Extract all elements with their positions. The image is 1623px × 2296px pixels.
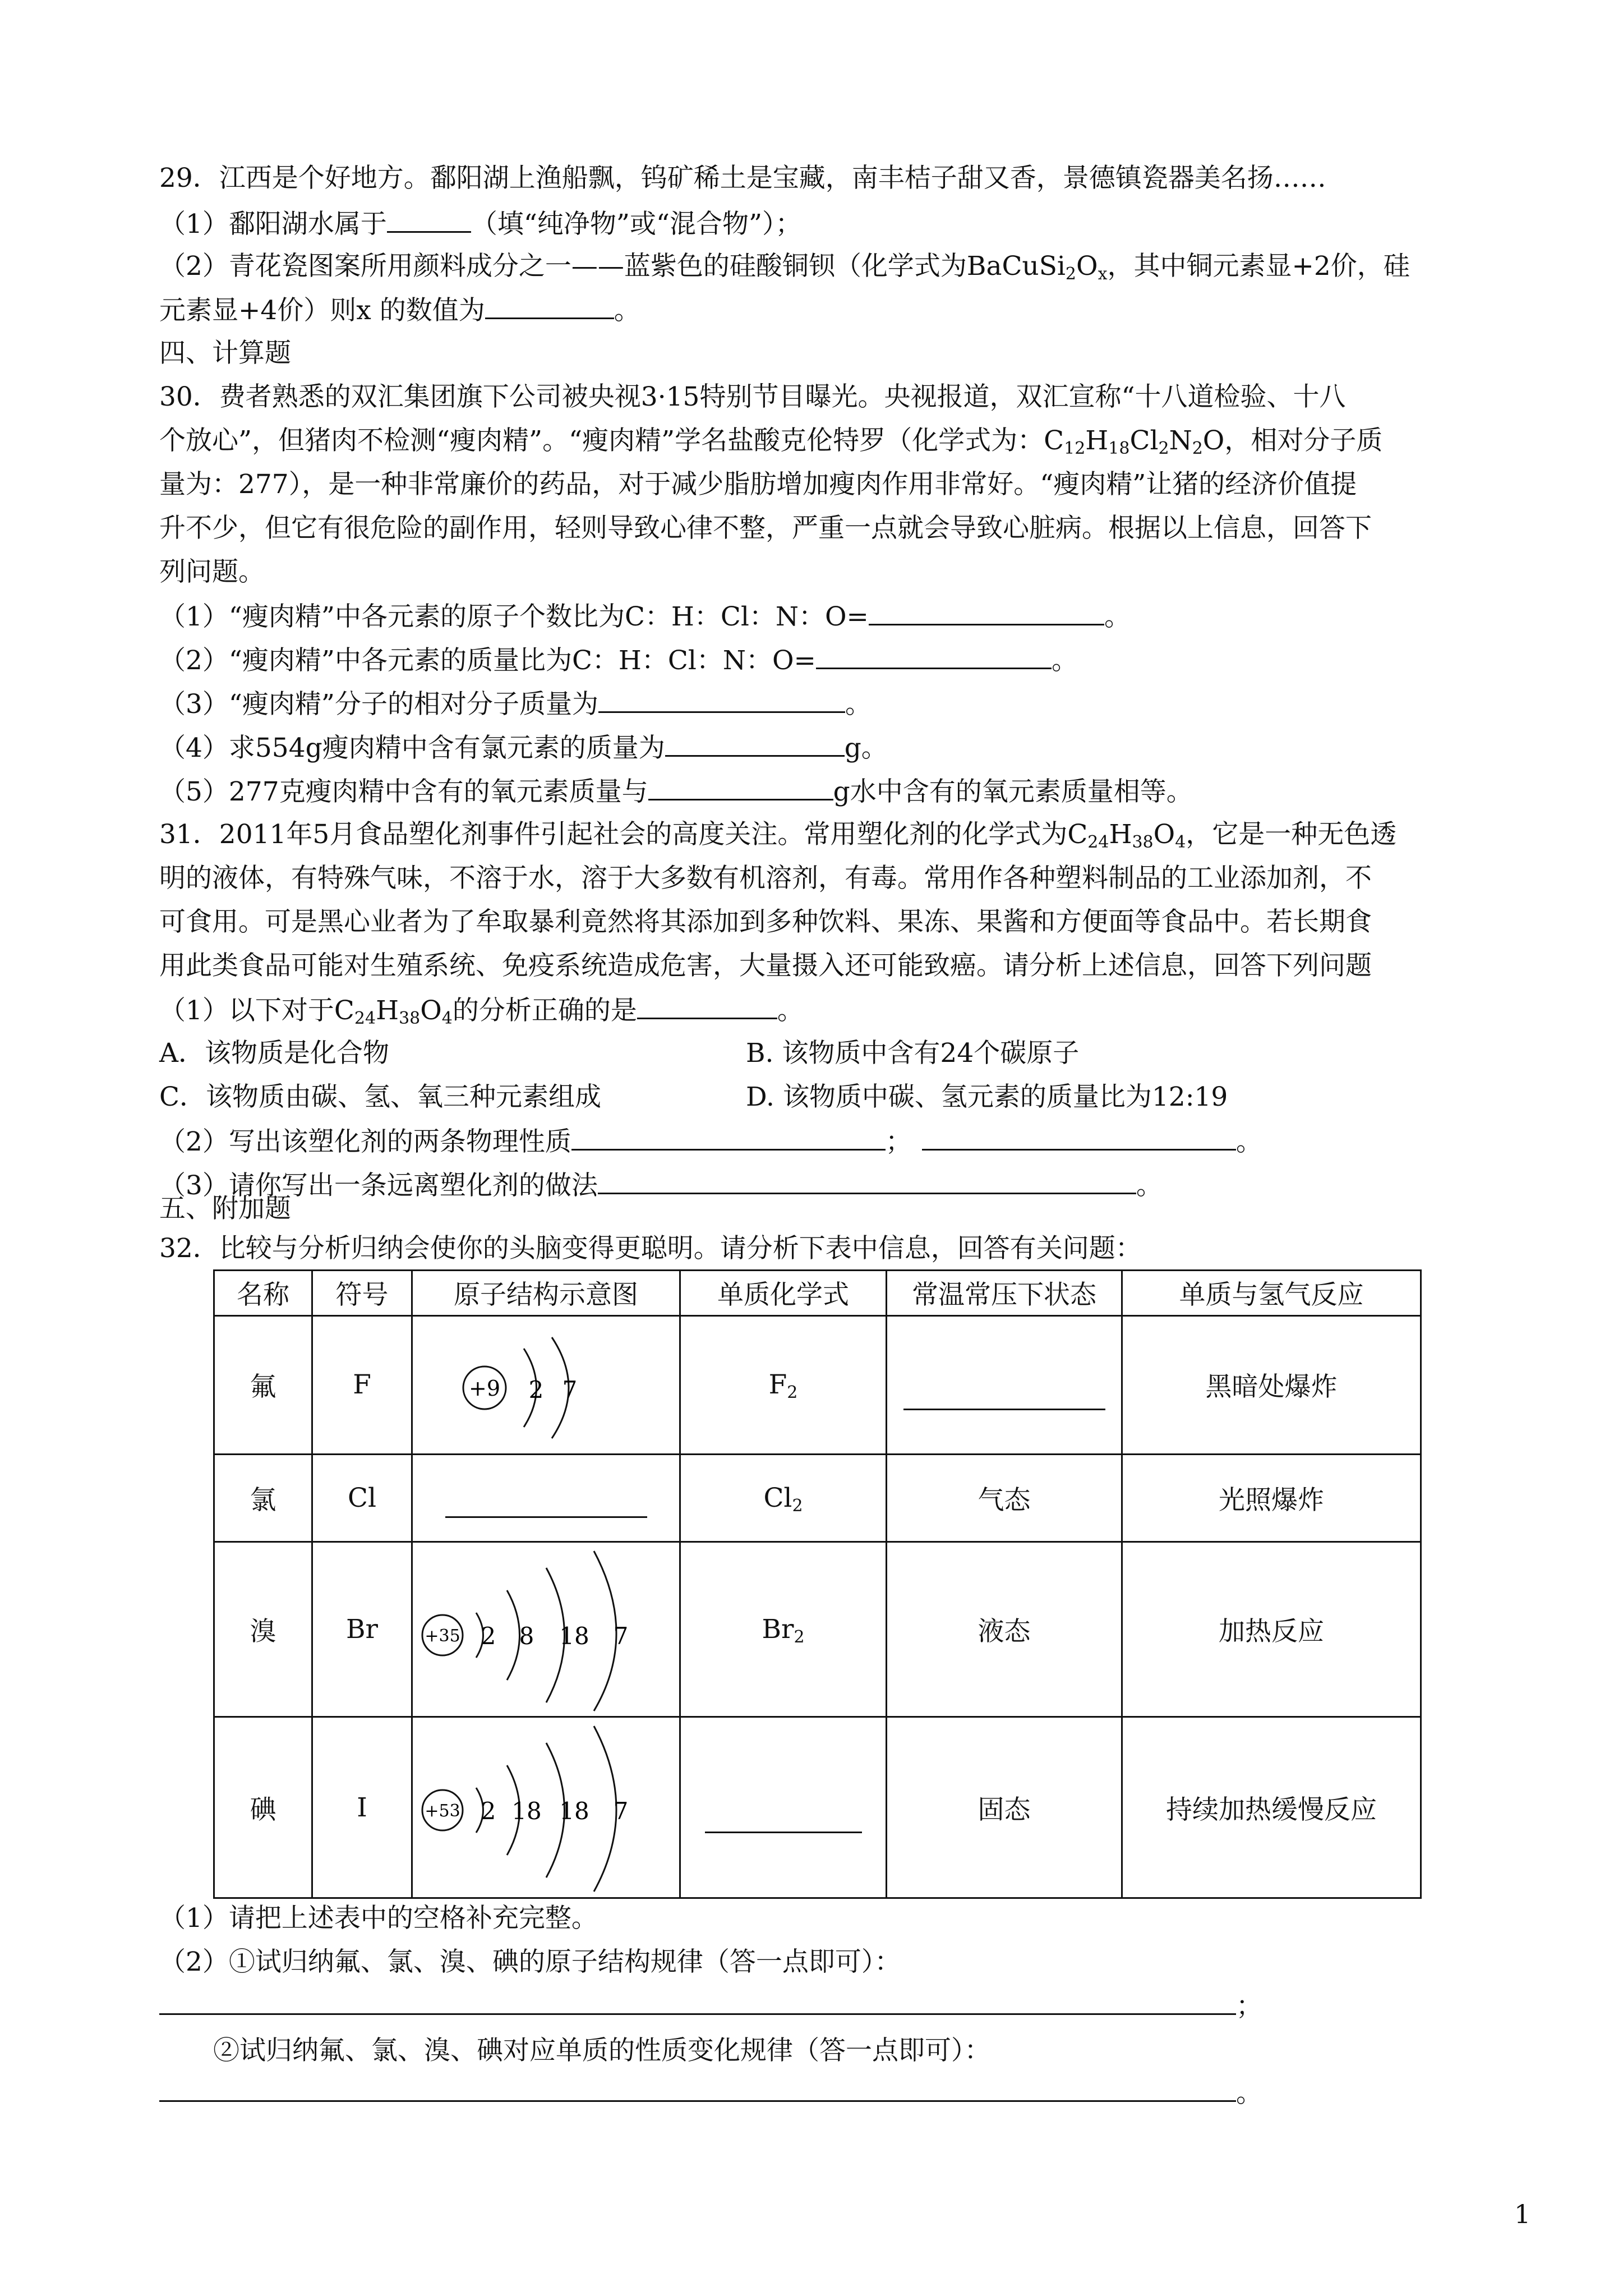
- element-name: 氯: [214, 1454, 312, 1542]
- element-formula-blank[interactable]: [680, 1717, 887, 1898]
- answer-blank[interactable]: [648, 774, 833, 800]
- formula-subscript: 18: [1108, 439, 1130, 458]
- punct: 。: [845, 689, 872, 720]
- header-cell: 常温常压下状态: [887, 1271, 1122, 1316]
- formula-subscript: x: [1098, 264, 1108, 284]
- formula-part: Cl: [1129, 425, 1159, 456]
- q30-part2-text: （2）“瘦肉精”中各元素的质量比为C：H：Cl：N：O=: [159, 645, 816, 676]
- formula-part: N: [1169, 425, 1192, 456]
- element-symbol: I: [312, 1717, 412, 1898]
- q31-part3-text: （3）请你写出一条远离塑化剂的做法: [159, 1170, 598, 1201]
- q32-part2-answer: [159, 1989, 1262, 2023]
- q30-part3-text: （3）“瘦肉精”分子的相对分子质量为: [159, 689, 598, 720]
- shell-electrons: 18: [559, 1622, 589, 1650]
- formula-subscript: 2: [787, 1383, 798, 1403]
- q32-part1: （1）请把上述表中的空格补充完整。: [159, 1903, 598, 1934]
- q32-part3-answer: [159, 2076, 1262, 2110]
- answer-blank[interactable]: [922, 1124, 1236, 1151]
- element-state: 固态: [887, 1717, 1122, 1898]
- q32-part3: ②试归纳氟、氯、溴、碘对应单质的性质变化规律（答一点即可）：: [213, 2035, 991, 2066]
- punct: ；: [1236, 1991, 1262, 2022]
- punct: 。: [614, 295, 640, 326]
- answer-blank[interactable]: [571, 1124, 886, 1151]
- shell-electrons: 18: [511, 1797, 542, 1825]
- answer-blank[interactable]: [665, 730, 845, 757]
- formula-subscript: 38: [1132, 832, 1154, 852]
- atom-diagram-i: [414, 1720, 678, 1894]
- element-state-blank[interactable]: [887, 1315, 1122, 1454]
- q29-part1-text: （1）鄱阳湖水属于: [159, 209, 387, 240]
- shell-electrons: 2: [528, 1375, 543, 1404]
- formula-subscript: 24: [354, 1009, 376, 1028]
- formula-part: H: [1109, 819, 1132, 850]
- punct: 。: [1235, 1126, 1262, 1157]
- atomic-structure-blank[interactable]: [412, 1454, 680, 1542]
- header-cell: 单质与氢气反应: [1122, 1271, 1421, 1316]
- nucleus-charge: +53: [424, 1801, 460, 1821]
- q30-line5: 列问题。: [159, 556, 265, 587]
- formula-part: O: [420, 995, 442, 1026]
- q31-line3: 可食用。可是黑心业者为了牟取暴利竟然将其添加到多种饮料、果冻、果酱和方便面等食品中。若长期食: [159, 907, 1372, 937]
- header-cell: 符号: [312, 1271, 412, 1316]
- header-cell: 名称: [214, 1271, 312, 1316]
- q32-stem: 32．比较与分析归纳会使你的头脑变得更聪明。请分析下表中信息，回答有关问题：: [159, 1233, 1142, 1264]
- answer-blank[interactable]: [816, 643, 1052, 669]
- element-formula: [680, 1542, 887, 1717]
- element-name: 氟: [214, 1315, 312, 1454]
- answer-blank[interactable]: [637, 993, 777, 1019]
- formula-subscript: 2: [1192, 439, 1203, 458]
- answer-blank[interactable]: [387, 206, 471, 233]
- q30-line2-text: 个放心”，但猪肉不检测“瘦肉精”。“瘦肉精”学名盐酸克伦特罗（化学式为：C: [159, 425, 1064, 456]
- q29-part2-text-c: 元素显+4价）则x 的数值为: [159, 295, 485, 326]
- atom-diagram-f: [417, 1320, 675, 1450]
- element-name: 碘: [214, 1717, 312, 1898]
- q30-line4: 升不少，但它有很危险的副作用，轻则导致心律不整，严重一点就会导致心脏病。根据以上信息，回答下: [159, 513, 1372, 544]
- atom-diagram-br: [414, 1545, 678, 1714]
- q31-part1-text: （1）以下对于C: [159, 995, 354, 1026]
- shell-electrons: 18: [559, 1797, 589, 1825]
- atomic-structure-diagram: [412, 1315, 680, 1454]
- q31-line1: [159, 818, 1396, 852]
- element-formula: [680, 1454, 887, 1542]
- answer-blank[interactable]: [903, 1386, 1105, 1410]
- q31-line1-text: 31．2011年5月食品塑化剂事件引起社会的高度关注。常用塑化剂的化学式为C: [159, 819, 1088, 850]
- q29-part2-cont: [159, 293, 640, 328]
- answer-blank[interactable]: [705, 1809, 862, 1833]
- answer-blank[interactable]: [598, 1168, 1136, 1194]
- formula-subscript: 2: [794, 1627, 805, 1648]
- formula-part: O: [1153, 819, 1175, 850]
- formula-subscript: 2: [1158, 439, 1169, 458]
- q30-part2: [159, 643, 1078, 678]
- electron-shell-arc: [507, 1590, 520, 1680]
- q29-stem: 29．江西是个好地方。鄱阳湖上渔船飘，钨矿稀土是宝藏，南丰桔子甜又香，景德镇瓷器美名扬……: [159, 163, 1326, 194]
- shell-electrons: 2: [481, 1622, 496, 1650]
- answer-blank[interactable]: [159, 1989, 1236, 2015]
- shell-electrons: 2: [481, 1797, 496, 1825]
- q31-line2: 明的液体，有特殊气味，不溶于水，溶于大多数有机溶剂，有毒。常用作各种塑料制品的工业添加剂，不: [159, 863, 1372, 894]
- formula-subscript: 4: [441, 1009, 453, 1028]
- q31-option-a: A．该物质是化合物: [159, 1038, 389, 1069]
- punct: 。: [1236, 2078, 1262, 2109]
- shell-electrons: 7: [613, 1622, 628, 1650]
- formula-part: F: [768, 1369, 787, 1401]
- q30-line3: 量为：277），是一种非常廉价的药品，对于减少脂肪增加瘦肉作用非常好。“瘦肉精”让猪的经济价值提: [159, 469, 1357, 500]
- punct: 。: [1104, 601, 1131, 632]
- q30-part5-text: （5）277克瘦肉精中含有的氧元素质量与: [159, 776, 648, 807]
- q29-part2-text-b: ，其中铜元素显+2价，硅: [1107, 251, 1410, 282]
- q29-part2: [159, 250, 1410, 283]
- element-name: 溴: [214, 1542, 312, 1717]
- q30-part4: [159, 730, 888, 765]
- formula-subscript: 2: [792, 1496, 803, 1516]
- q29-part1-hint: （填“纯净物”或“混合物”）；: [471, 209, 802, 240]
- shell-electrons: 7: [613, 1797, 628, 1825]
- formula-subscript: 12: [1064, 439, 1086, 458]
- formula-part: O: [1076, 251, 1098, 282]
- element-state: 气态: [887, 1454, 1122, 1542]
- q29-part2-text: （2）青花瓷图案所用颜料成分之一——蓝紫色的硅酸铜钡（化学式为BaCuSi: [159, 251, 1066, 282]
- table-row: [214, 1542, 1421, 1717]
- formula-part: H: [1085, 425, 1109, 456]
- q31-option-b: B. 该物质中含有24个碳原子: [746, 1038, 1080, 1069]
- q30-part1-text: （1）“瘦肉精”中各元素的原子个数比为C：H：Cl：N：O=: [159, 601, 869, 632]
- element-reaction: 黑暗处爆炸: [1122, 1315, 1421, 1454]
- q31-option-c: C．该物质由碳、氢、氧三种元素组成: [159, 1082, 601, 1112]
- element-reaction: 光照爆炸: [1122, 1454, 1421, 1542]
- table-row: [214, 1717, 1421, 1898]
- q30-part4-text: （4）求554g瘦肉精中含有氯元素的质量为: [159, 733, 665, 763]
- element-state: 液态: [887, 1542, 1122, 1717]
- q31-option-d: D. 该物质中碳、氢元素的质量比为12:19: [746, 1082, 1228, 1112]
- answer-blank[interactable]: [159, 2076, 1236, 2102]
- table-row: [214, 1315, 1421, 1454]
- q30-line2: [159, 424, 1382, 458]
- formula-subscript: 2: [1065, 264, 1077, 284]
- q31-part2-text: （2）写出该塑化剂的两条物理性质: [159, 1126, 571, 1157]
- element-symbol: Br: [312, 1542, 412, 1717]
- atomic-structure-diagram: [412, 1717, 680, 1898]
- formula-subscript: 24: [1087, 832, 1109, 852]
- section-4-title: 四、计算题: [159, 338, 291, 369]
- element-table: [213, 1269, 1422, 1899]
- q31-line4: 用此类食品可能对生殖系统、免疫系统造成危害，大量摄入还可能致癌。请分析上述信息，回答下列问题: [159, 950, 1372, 981]
- page-number: 1: [1514, 2199, 1531, 2229]
- header-cell: 单质化学式: [680, 1271, 887, 1316]
- q30-line2-end: O，相对分子质: [1202, 425, 1383, 456]
- punct: 。: [1136, 1170, 1163, 1201]
- q30-part5-end: g水中含有的氧元素质量相等。: [833, 776, 1193, 807]
- q30-part3: [159, 687, 872, 721]
- formula-part: H: [376, 995, 399, 1026]
- nucleus-charge: +35: [424, 1626, 460, 1646]
- answer-blank[interactable]: [869, 599, 1104, 625]
- shell-electrons: 7: [562, 1375, 577, 1404]
- table-header-row: [214, 1271, 1421, 1316]
- answer-blank[interactable]: [445, 1494, 647, 1518]
- q32-part2: （2）①试归纳氟、氯、溴、碘的原子结构规律（答一点即可）：: [159, 1947, 901, 1977]
- q31-part1-text-b: 的分析正确的是: [452, 995, 637, 1026]
- q30-line1: 30．费者熟悉的双汇集团旗下公司被央视3·15特别节目曝光。央视报道，双汇宣称“十八道检验、十八: [159, 381, 1346, 412]
- q31-part3: [159, 1168, 1163, 1203]
- q30-part1: [159, 599, 1131, 634]
- shell-electrons: 8: [519, 1622, 534, 1650]
- q31-part2: [159, 1124, 1262, 1159]
- element-symbol: Cl: [312, 1454, 412, 1542]
- formula-subscript: 4: [1175, 832, 1186, 852]
- q30-part4-unit: g。: [844, 733, 888, 763]
- punct: 。: [777, 995, 804, 1026]
- q30-part5: [159, 774, 1193, 809]
- header-cell: 原子结构示意图: [412, 1271, 680, 1316]
- q31-line1-end: ，它是一种无色透: [1186, 819, 1397, 850]
- answer-blank[interactable]: [485, 293, 614, 319]
- element-reaction: 加热反应: [1122, 1542, 1421, 1717]
- atomic-structure-diagram: [412, 1542, 680, 1717]
- section-5-heading: 五、附加题: [159, 1193, 291, 1224]
- element-reaction: 持续加热缓慢反应: [1122, 1717, 1421, 1898]
- q31-part1: [159, 993, 804, 1028]
- formula-part: Cl: [763, 1482, 792, 1513]
- q29-part1: [159, 206, 802, 241]
- punct: 。: [1051, 645, 1078, 676]
- table-row: [214, 1454, 1421, 1542]
- element-symbol: F: [312, 1315, 412, 1454]
- answer-blank[interactable]: [598, 687, 845, 713]
- element-formula: [680, 1315, 887, 1454]
- nucleus-charge: +9: [468, 1375, 500, 1401]
- formula-subscript: 38: [399, 1009, 421, 1028]
- formula-part: Br: [762, 1614, 794, 1645]
- punct: ；: [885, 1126, 912, 1157]
